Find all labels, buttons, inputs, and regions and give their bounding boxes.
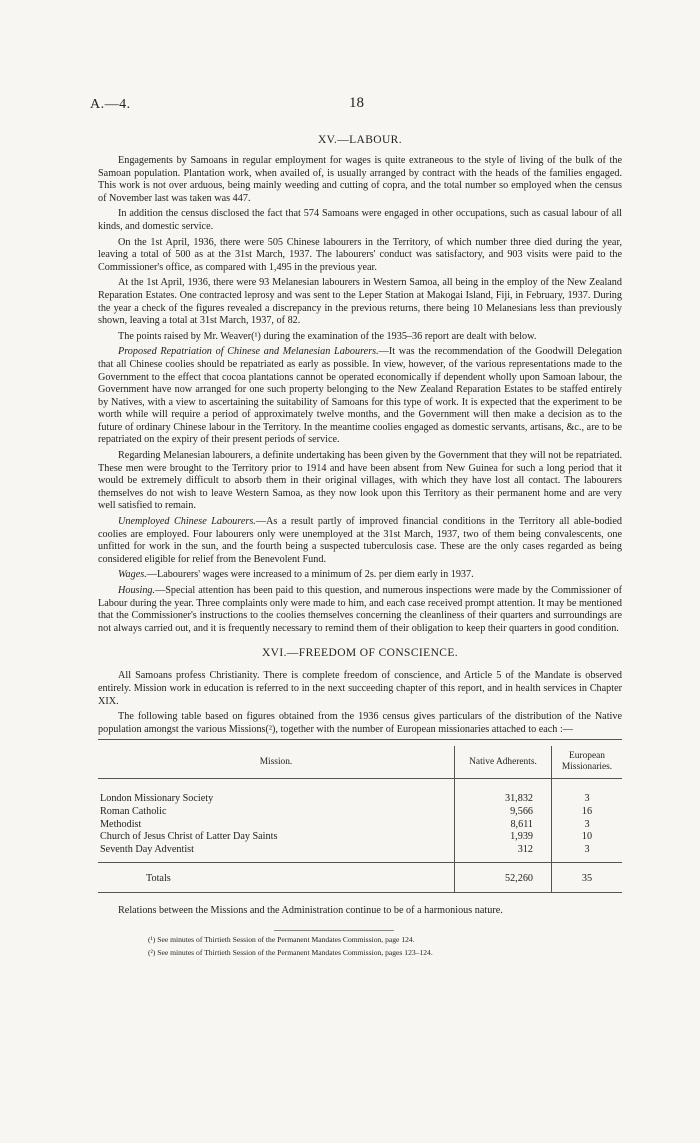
totals-european-missionaries: 35 — [552, 863, 623, 892]
page-content — [98, 134, 622, 961]
european-missionaries: 10 — [581, 831, 593, 843]
section-title-labour: XV.—LABOUR. — [317, 134, 403, 146]
footnote: (¹) See minutes of Thirtieth Session of the Permanent Mandates Commission, page 124. — [148, 934, 415, 944]
table-row — [98, 831, 622, 844]
paragraph: On the 1st April, 1936, there were 505 Chinese labourers in the Territory, of which number three died during the year, leaving a total of 500 as at the 31st March, 1937. The labourers' conduct was satisfactory, and 903 visits were paid to the Commissioner's office, as compared with 1,495 in the previous year. — [98, 236, 622, 273]
subheading: Housing. — [118, 585, 156, 596]
paragraph-text: —It was the recommendation of the Goodwill Delegation that all Chinese coolies should be repatriated as early as possible. In view, however, of the various representations made to the Government to the effect that cocoa plantations cannot be operated economically if dependent wholly upon Samoan labour, the Government have now arranged for one such property belonging to the New Zealand Reparation Estates to be staffed entirely by Natives, with a view to ascertaining the suitability of Samoans for this type of work. It is expected that the experiment to be worth while will require a period of approximately twelve months, and the Government will then make a decision as to the future of ordinary Chinese labour in the Territory. In the meantime coolies engaged as domestic servants, artisans, &c., are to be repatriated on the expiry of their present periods of service. — [98, 346, 622, 446]
paragraph: Regarding Melanesian labourers, a definite undertaking has been given by the Government that they will not be repatriated. These men were brought to the Territory prior to 1914 and have been absent from New Guinea for such a long period that it would be extremely difficult to absorb them in their original villages, with which they have lost all contact. The labourers themselves do not wish to leave Western Samoa, as they now look upon this Territory as their permanent home and are very well satisfied to remain. — [98, 450, 622, 512]
column-header-mission: Mission. — [98, 746, 455, 779]
paragraph: The following table based on figures obtained from the 1936 census gives particulars of the distribution of the Native population amongst the various Missions(²), together with the number of European missionaries attached to each :— — [98, 711, 622, 735]
paragraph-text: —As a result partly of improved financial conditions in the Territory all able-bodied coolies are employed. Four labourers only were unemployed at the 31st March, 1937, two of them being convalescents, one unfitted for work in the sun, and the fourth being a suspected tuberculosis case. These are the only cases regarded as being considered eligible for relief from the Benevolent Fund. — [98, 516, 622, 565]
subheading: Unemployed Chinese Labourers. — [118, 516, 256, 528]
table-row — [98, 793, 622, 806]
mission-name: Roman Catholic — [98, 806, 455, 819]
paragraph: In addition the census disclosed the fact that 574 Samoans were engaged in other occupations, such as casual labour of all kinds, and domestic service. — [98, 208, 622, 232]
table-header-row — [98, 746, 622, 779]
paragraph: At the 1st April, 1936, there were 93 Melanesian labourers in Western Samoa, all being in the employ of the New Zealand Reparation Estates. One contracted leprosy and was sent to the Leper Station at Makogai Island, Fiji, in February, 1937. During the year a check of the figures revealed a discrepancy in the previous returns, there being 10 Melanesians less than previously shown, leaving a total at 31st March, 1937, of 82. — [98, 277, 622, 327]
table-spacer-row — [98, 779, 622, 794]
european-missionaries: 16 — [581, 805, 593, 817]
paragraph-wages — [98, 569, 622, 582]
mission-name: Church of Jesus Christ of Latter Day Saints — [98, 831, 455, 844]
table-row — [98, 844, 622, 863]
paragraph: The points raised by Mr. Weaver(¹) during the examination of the 1935–36 report are dealt with below. — [118, 330, 537, 342]
closing-paragraph: Relations between the Missions and the Administration continue to be of a harmonious nature. — [118, 904, 503, 916]
mission-name: Seventh Day Adventist — [98, 844, 455, 863]
totals-native-adherents: 52,260 — [455, 863, 552, 892]
table-row — [98, 819, 622, 832]
table-row — [98, 806, 622, 819]
european-missionaries: 3 — [584, 843, 590, 855]
section-title-conscience: XVI.—FREEDOM OF CONSCIENCE. — [261, 647, 459, 660]
table-top-rule — [98, 739, 622, 740]
paragraph: All Samoans profess Christianity. There is complete freedom of conscience, and Article 5 of the Mandate is observed entirely. Mission work in education is referred to in the next succeeding chapter of this report, and in health services in Chapter XIX. — [98, 670, 622, 707]
paragraph-unemployed — [98, 516, 622, 566]
footnote-rule — [274, 930, 394, 931]
document-reference: A.—4. — [90, 97, 131, 112]
missions-table — [98, 746, 622, 892]
native-adherents: 312 — [455, 844, 552, 863]
table-totals-row — [98, 863, 622, 892]
footnote: (²) See minutes of Thirtieth Session of the Permanent Mandates Commission, pages 123–124. — [148, 947, 433, 957]
native-adherents: 8,611 — [455, 819, 552, 832]
native-adherents: 9,566 — [455, 806, 552, 819]
paragraph-text: —Labourers' wages were increased to a minimum of 2s. per diem early in 1937. — [146, 569, 474, 581]
totals-label: Totals — [98, 863, 455, 892]
column-header-native-adherents: Native Adherents. — [455, 746, 552, 779]
paragraph: Engagements by Samoans in regular employment for wages is quite extraneous to the style of living of the bulk of the Samoan population. Plantation work, when availed of, is usually arranged by contract with the heads of the families engaged. This work is not over arduous, being mainly weeding and cutting of copra, and the total number so employed when the census of November last was taken was 447. — [98, 155, 622, 204]
paragraph-housing — [98, 585, 622, 635]
column-header-european-missionaries: European Missionaries. — [552, 746, 623, 779]
mission-name: Methodist — [98, 819, 455, 832]
paragraph-repatriation — [98, 346, 622, 447]
table-bottom-rule — [98, 892, 622, 893]
european-missionaries: 3 — [584, 818, 590, 830]
native-adherents: 1,939 — [455, 831, 552, 844]
subheading: Wages. — [118, 569, 147, 581]
mission-name: London Missionary Society — [98, 793, 455, 806]
page-number: 18 — [349, 95, 364, 111]
native-adherents: 31,832 — [455, 793, 552, 806]
paragraph-text: —Special attention has been paid to this question, and numerous inspections were made by the Commissioner of Labour during the year. Three complaints only were made to him, and each case received prompt attention. It may be mentioned that the Commissioner's instructions to the coolies themselves concerning the cleanliness of their quarters and surroundings are not always carried out, and it is frequently necessary to remind them of their obligation to keep their quarters in good condition. — [98, 585, 622, 634]
european-missionaries: 3 — [584, 793, 590, 805]
subheading: Proposed Repatriation of Chinese and Melanesian Labourers. — [118, 346, 379, 358]
